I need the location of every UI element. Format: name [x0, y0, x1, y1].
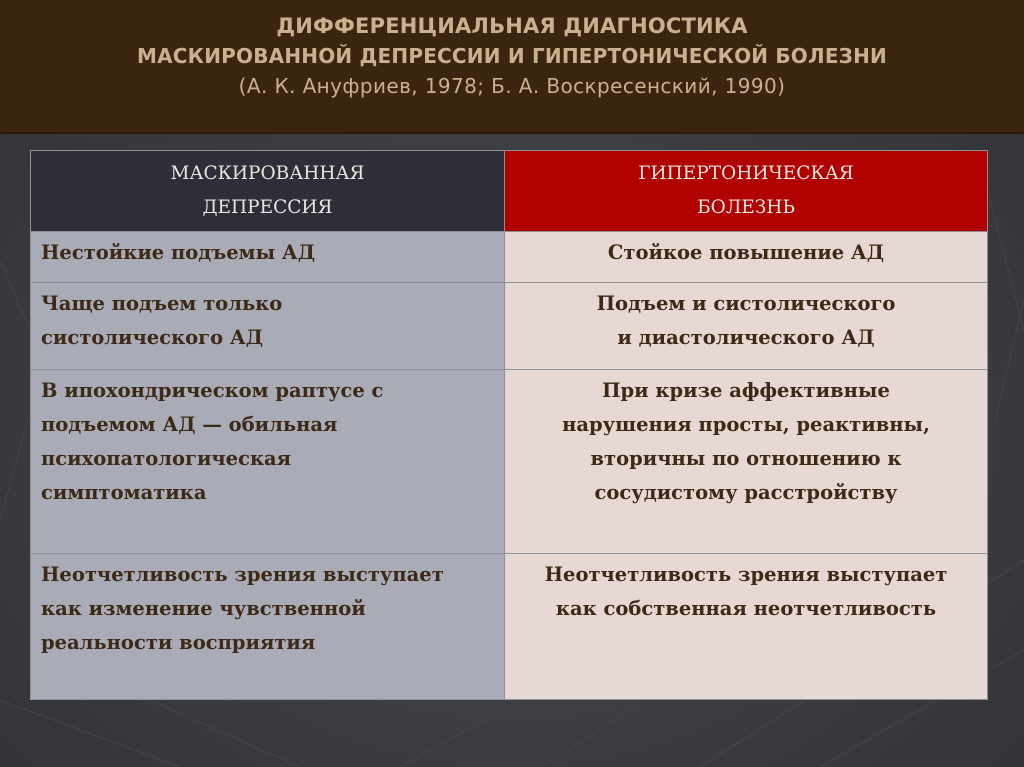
comparison-table [30, 150, 988, 700]
table-cell-right: Подъем и систолического и диастолического АД [505, 283, 988, 370]
table-row [31, 370, 988, 554]
table-cell-left: Неотчетливость зрения выступает как изменение чувственной реальности восприятия [31, 554, 505, 700]
column-header-masked-depression: МАСКИРОВАННАЯ ДЕПРЕССИЯ [31, 151, 505, 232]
title-citation: (А. К. Ануфриев, 1978; Б. А. Воскресенский, 1990) [238, 74, 786, 98]
table-cell-right: При кризе аффективные нарушения просты, реактивны, вторичны по отношению к сосудистому расстройству [505, 370, 988, 554]
table-cell-left: В ипохондрическом раптусе с подъемом АД — обильная психопатологическая симптоматика [31, 370, 505, 554]
table-cell-right: Неотчетливость зрения выступает как собственная неотчетливость [505, 554, 988, 700]
title-banner [0, 0, 1024, 132]
title-line-1: ДИФФЕРЕНЦИАЛЬНАЯ ДИАГНОСТИКА [276, 14, 748, 38]
table-cell-left: Нестойкие подъемы АД [31, 232, 505, 283]
table-cell-left: Чаще подъем только систолического АД [31, 283, 505, 370]
comparison-table-container [30, 150, 987, 690]
table-row [31, 554, 988, 700]
table-header-row [31, 151, 988, 232]
table-cell-right: Стойкое повышение АД [505, 232, 988, 283]
column-header-hypertension: ГИПЕРТОНИЧЕСКАЯ БОЛЕЗНЬ [505, 151, 988, 232]
title-line-2: МАСКИРОВАННОЙ ДЕПРЕССИИ И ГИПЕРТОНИЧЕСКОЙ БОЛЕЗНИ [137, 44, 887, 68]
table-row [31, 283, 988, 370]
table-row [31, 232, 988, 283]
